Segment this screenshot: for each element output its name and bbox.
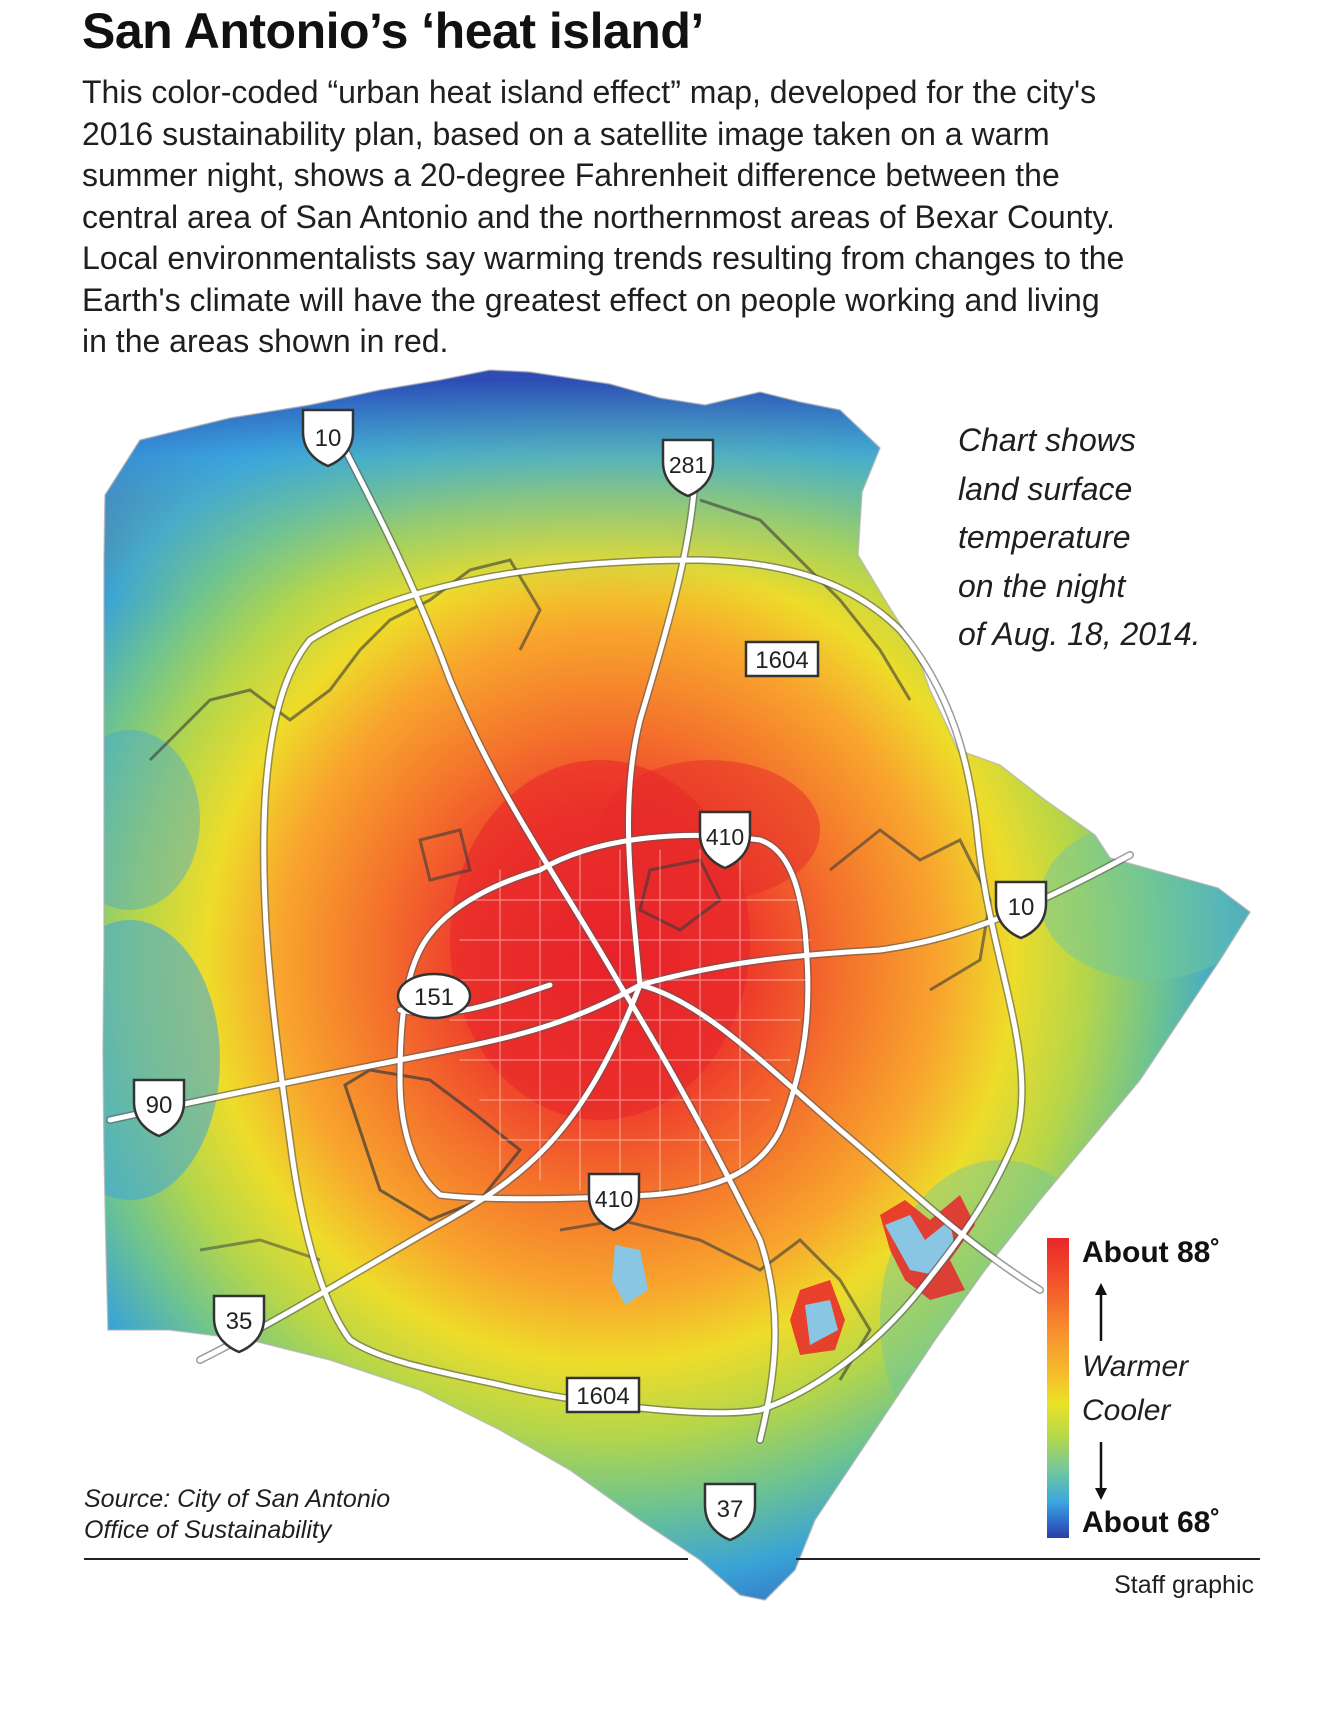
source-line: Office of Sustainability [84, 1516, 332, 1544]
credit-line: Staff graphic [1114, 1571, 1254, 1599]
intro-line: in the areas shown in red. [82, 323, 449, 359]
svg-text:410: 410 [594, 1186, 634, 1212]
loop-1604-north-shield [746, 642, 818, 676]
arrow-up-icon [1094, 1283, 1108, 1343]
svg-text:35: 35 [225, 1308, 253, 1335]
page-title: San Antonio’s ‘heat island’ [82, 3, 704, 59]
legend-cooler-label: Cooler [1082, 1394, 1171, 1427]
intro-line: This color-coded “urban heat island effect” map, developed for the city's [82, 74, 1097, 110]
legend-warmer-label: Warmer [1082, 1350, 1189, 1383]
temperature-color-scale [1047, 1238, 1069, 1538]
arrow-down-icon [1094, 1440, 1108, 1500]
svg-text:1604: 1604 [576, 1383, 630, 1410]
note-line: temperature [958, 519, 1131, 555]
note-line: of Aug. 18, 2014. [958, 616, 1201, 652]
intro-line: Earth's climate will have the greatest effect on people working and living [82, 281, 1100, 318]
svg-text:10: 10 [314, 425, 342, 452]
footer-divider-left [84, 1558, 688, 1560]
map-note [958, 416, 1201, 659]
svg-text:37: 37 [716, 1496, 744, 1523]
intro-line: Local environmentalists say warming trends resulting from changes to the [82, 240, 1125, 276]
svg-text:10: 10 [1007, 894, 1035, 921]
source-note [84, 1484, 390, 1546]
svg-text:90: 90 [145, 1092, 173, 1119]
intro-line: summer night, shows a 20-degree Fahrenheit difference between the [82, 157, 1060, 193]
legend-high-label: About 88˚ [1082, 1236, 1221, 1269]
svg-text:1604: 1604 [755, 647, 809, 674]
loop-1604-south-shield [567, 1378, 639, 1412]
state-highway-151-shield [398, 974, 470, 1018]
note-line: Chart shows [958, 422, 1136, 458]
source-line: Source: City of San Antonio [84, 1485, 391, 1513]
note-line: on the night [958, 567, 1126, 604]
footer-divider-right [796, 1558, 1260, 1560]
note-line: land surface [958, 470, 1133, 507]
intro-line: 2016 sustainability plan, based on a satellite image taken on a warm [82, 115, 1050, 152]
svg-text:281: 281 [668, 452, 708, 478]
intro-line: central area of San Antonio and the northernmost areas of Bexar County. [82, 198, 1115, 235]
svg-text:410: 410 [705, 824, 745, 850]
legend-low-label: About 68˚ [1082, 1506, 1221, 1539]
interstate-35-shield [214, 1296, 264, 1352]
svg-text:151: 151 [413, 984, 455, 1011]
